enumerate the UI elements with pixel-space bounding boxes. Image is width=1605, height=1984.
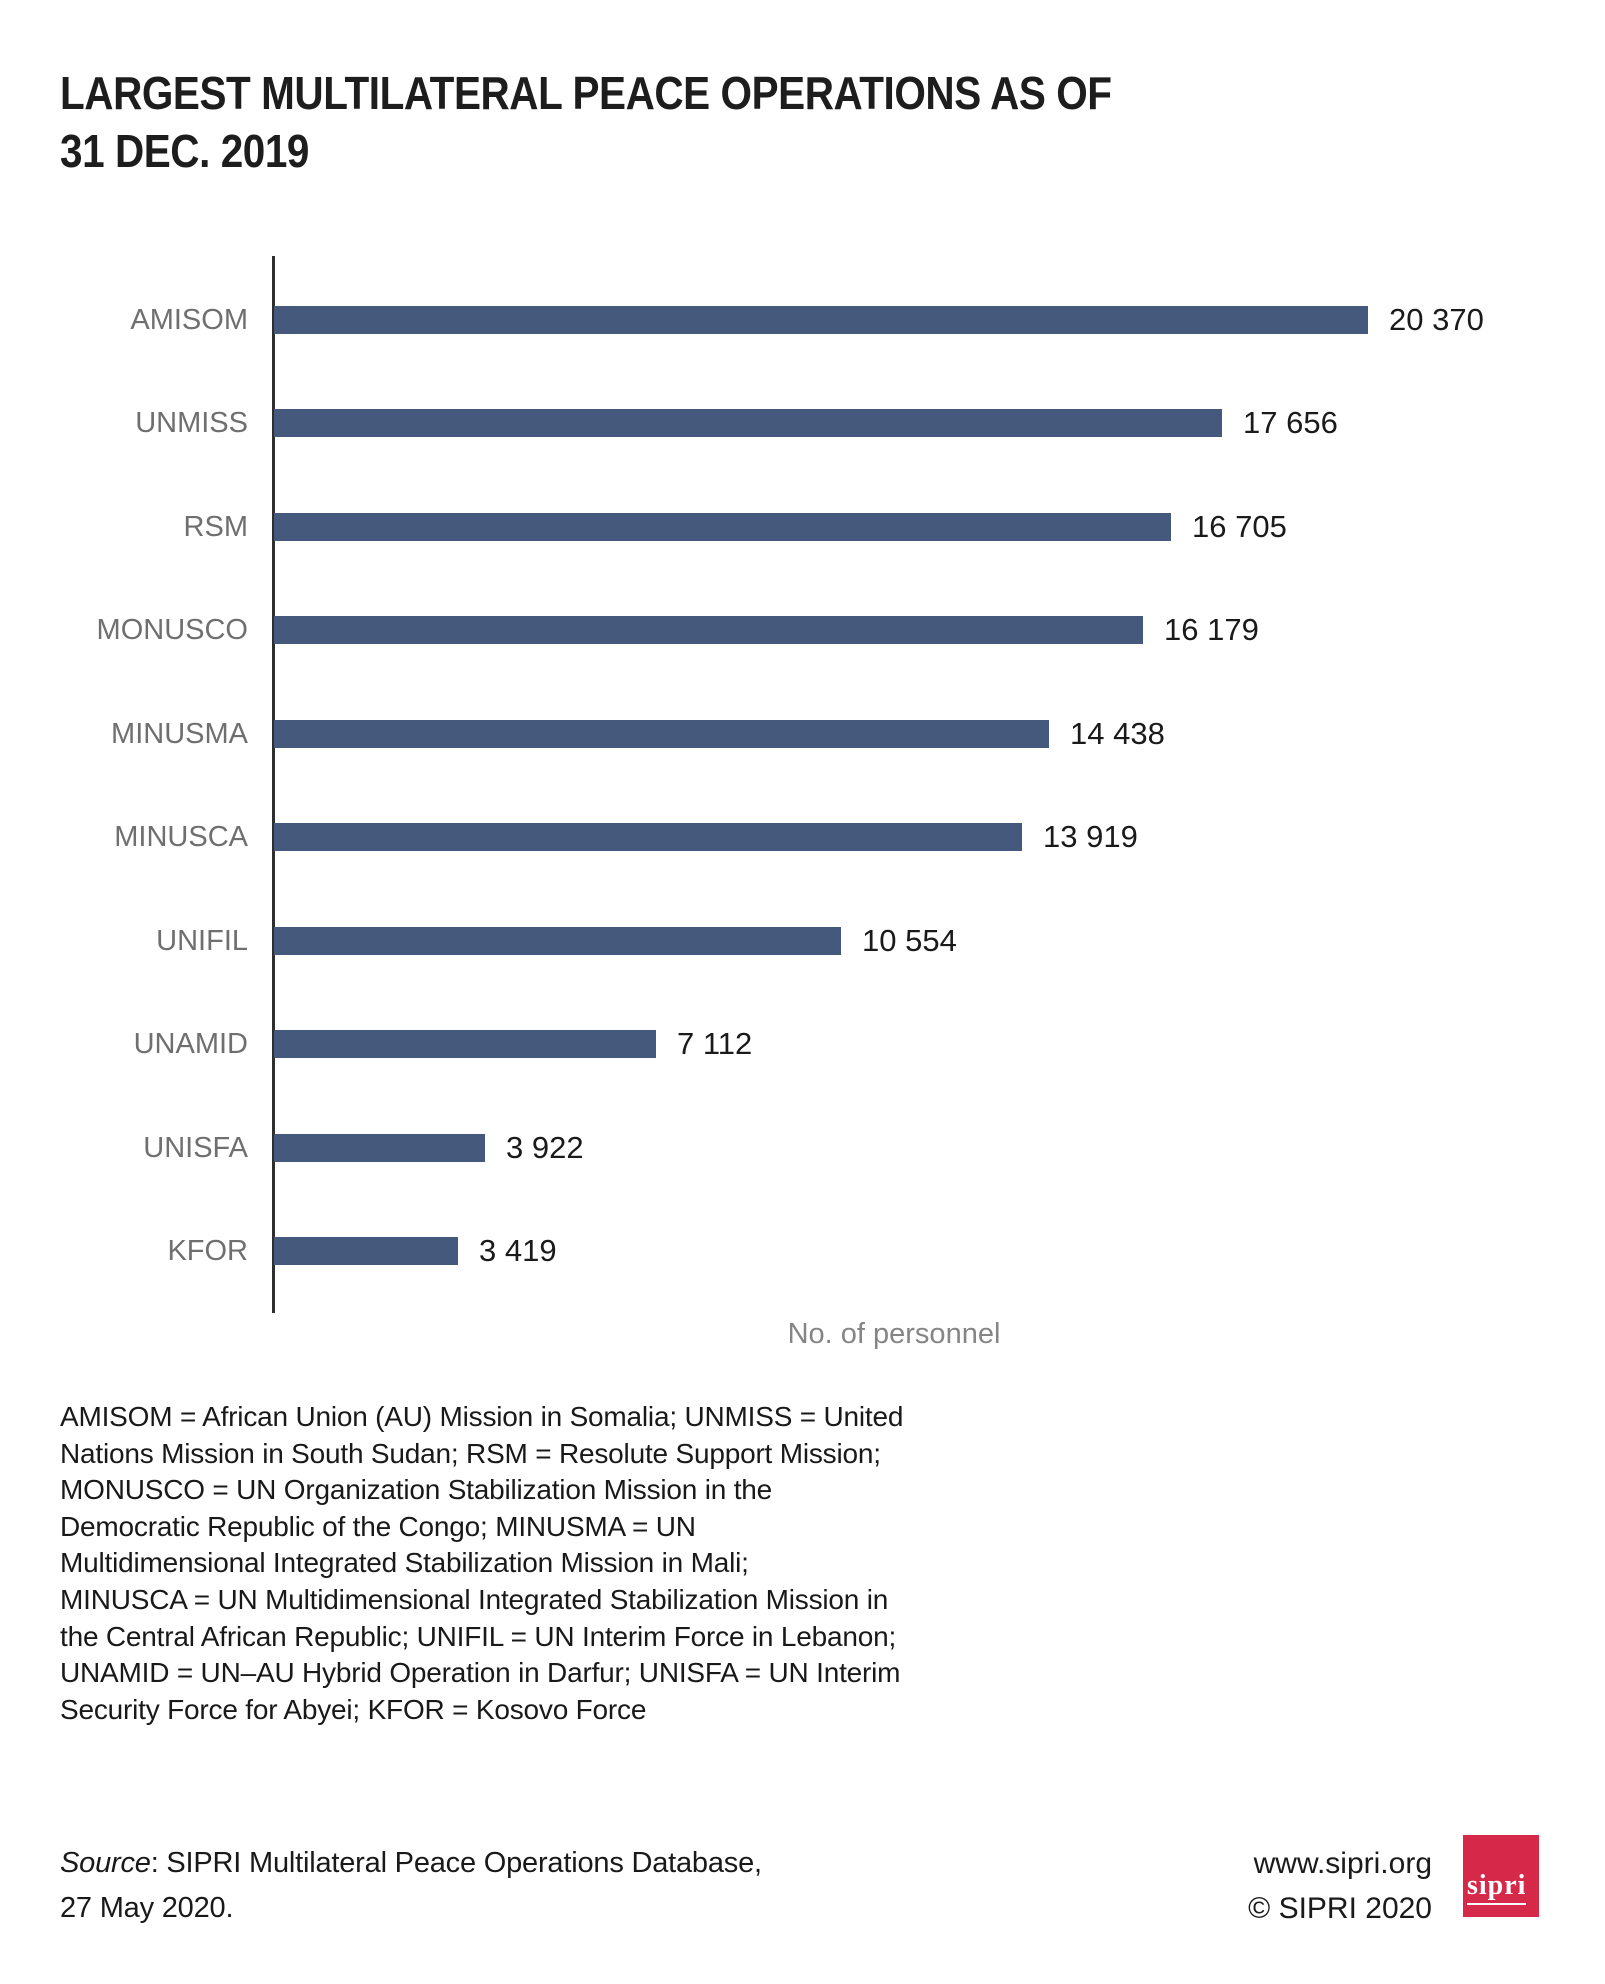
value-label-unmiss: 17 656 — [1243, 405, 1338, 440]
source-rest: : SIPRI Multilateral Peace Operations Database, — [150, 1847, 762, 1879]
sipri-copyright: © SIPRI 2020 — [1248, 1892, 1432, 1925]
category-label-unifil: UNIFIL — [156, 925, 248, 957]
footnote-line-3: MONUSCO = UN Organization Stabilization Mission in the — [60, 1474, 773, 1506]
source-label: Source — [60, 1847, 151, 1879]
sipri-website-text: www.sipri.org — [1253, 1847, 1432, 1880]
value-label-kfor: 3 419 — [479, 1233, 557, 1268]
value-label-minusca: 13 919 — [1043, 819, 1138, 854]
category-label-unmiss: UNMISS — [135, 407, 248, 439]
footnote-line-4: Democratic Republic of the Congo; MINUSMA = UN — [60, 1510, 696, 1542]
source-line1 — [60, 1841, 762, 1886]
footnote-line-6: MINUSCA = UN Multidimensional Integrated Stabilization Mission in — [60, 1583, 889, 1615]
value-label-monusco: 16 179 — [1164, 612, 1259, 647]
value-label-unamid: 7 112 — [677, 1026, 753, 1061]
category-label-amisom: AMISOM — [130, 304, 248, 336]
source-note — [60, 1841, 762, 1931]
chart-title-line2: 31 DEC. 2019 — [60, 125, 310, 177]
category-label-unisfa: UNISFA — [143, 1132, 248, 1164]
category-label-rsm: RSM — [183, 511, 248, 543]
value-label-unisfa: 3 922 — [506, 1130, 584, 1165]
bar-unamid — [274, 1030, 656, 1058]
chart-title-line1: LARGEST MULTILATERAL PEACE OPERATIONS AS OF — [60, 67, 1112, 119]
category-label-minusca: MINUSCA — [114, 821, 248, 853]
value-label-amisom: 20 370 — [1389, 302, 1484, 337]
bar-kfor — [274, 1237, 458, 1265]
sipri-logo-text: sipri — [1467, 1872, 1526, 1905]
footnote-line-1: AMISOM = African Union (AU) Mission in Somalia; UNMISS = United — [60, 1401, 904, 1432]
value-label-unifil: 10 554 — [862, 923, 957, 958]
footnote-line-2: Nations Mission in South Sudan; RSM = Resolute Support Mission; — [60, 1437, 881, 1469]
bar-minusca — [274, 823, 1022, 851]
category-label-kfor: KFOR — [167, 1235, 248, 1267]
value-label-minusma: 14 438 — [1070, 716, 1165, 751]
footnote-line-7: the Central African Republic; UNIFIL = UN Interim Force in Lebanon; — [60, 1620, 897, 1652]
bar-monusco — [274, 616, 1143, 644]
bar-unmiss — [274, 409, 1222, 437]
category-label-minusma: MINUSMA — [111, 718, 248, 750]
bar-unifil — [274, 927, 841, 955]
bar-rsm — [274, 513, 1171, 541]
category-label-monusco: MONUSCO — [96, 614, 248, 646]
sipri-logo — [1463, 1835, 1539, 1917]
x-axis-label: No. of personnel — [787, 1318, 1001, 1350]
footnote-line-9: Security Force for Abyei; KFOR = Kosovo Force — [60, 1693, 647, 1725]
abbreviation-footnote — [60, 1399, 903, 1728]
bar-unisfa — [274, 1134, 485, 1162]
bar-minusma — [274, 720, 1049, 748]
value-label-rsm: 16 705 — [1192, 509, 1287, 544]
chart-title — [60, 64, 1112, 180]
bar-amisom — [274, 306, 1368, 334]
category-label-unamid: UNAMID — [133, 1028, 248, 1060]
footer-links — [1032, 1841, 1432, 1931]
footnote-line-8: UNAMID = UN–AU Hybrid Operation in Darfur; UNISFA = UN Interim — [60, 1657, 901, 1689]
source-line2: 27 May 2020. — [60, 1892, 234, 1924]
footnote-line-5: Multidimensional Integrated Stabilization Mission in Mali; — [60, 1547, 749, 1579]
